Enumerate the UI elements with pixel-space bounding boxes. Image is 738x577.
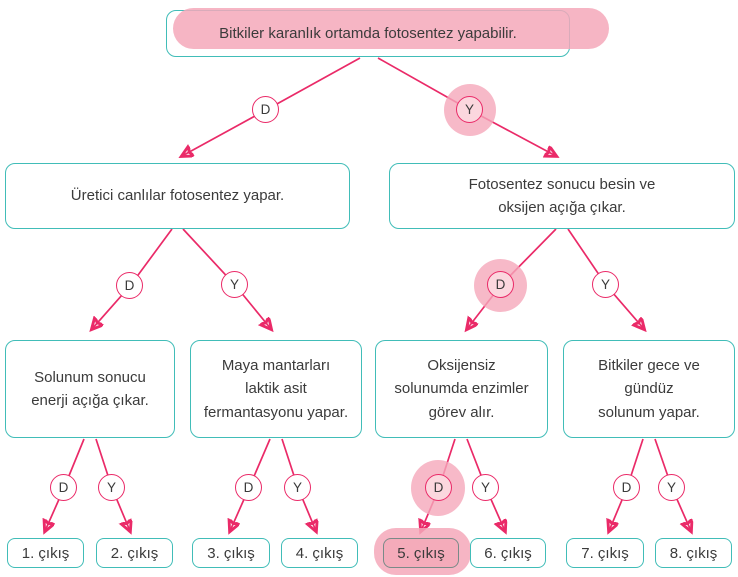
decision-circle-d-1: D (252, 96, 279, 123)
statement-text: oksijen açığa çıkar. (498, 199, 626, 216)
output-box-1: 1. çıkış (7, 538, 84, 568)
decision-circle-y-3c: Y (472, 474, 499, 501)
statement-text: Oksijensiz (427, 357, 496, 375)
decision-circle-y-3a: Y (98, 474, 125, 501)
decision-circle-d-3b: D (235, 474, 262, 501)
output-box-2: 2. çıkış (96, 538, 173, 568)
statement-text: solunum yapar. (598, 403, 700, 421)
decision-circle-y-2a: Y (221, 271, 248, 298)
statement-text: fermantasyonu yapar. (203, 403, 349, 421)
decision-circle-d-3c: D (425, 474, 452, 501)
decision-circle-d-2b: D (487, 271, 514, 298)
output-box-4: 4. çıkış (281, 538, 358, 568)
statement-box-yeast-fermentation (190, 340, 362, 438)
statement-text: solunumda enzimler (394, 380, 529, 398)
root-statement-text: Bitkiler karanlık ortamda fotosentez yapabilir. (219, 24, 517, 42)
decision-circle-y-3b: Y (284, 474, 311, 501)
statement-text: gündüz (624, 380, 674, 398)
output-box-8: 8. çıkış (655, 538, 732, 568)
decision-circle-d-3d: D (613, 474, 640, 501)
decision-circle-y-3d: Y (658, 474, 685, 501)
statement-box-anaerobic-enzymes (375, 340, 548, 438)
decision-circle-y-2b: Y (592, 271, 619, 298)
decision-circle-d-2a: D (116, 272, 143, 299)
output-box-5-highlighted: 5. çıkış (383, 538, 459, 568)
statement-text: Fotosentez sonucu besin ve (468, 175, 656, 193)
statement-text: görev alır. (428, 403, 495, 421)
root-statement-box (166, 10, 570, 57)
statement-box-respiration-energy (5, 340, 175, 438)
statement-box-photosynthesis-products (389, 163, 735, 229)
statement-box-producers (5, 163, 350, 229)
output-box-3: 3. çıkış (192, 538, 270, 568)
statement-text: Bitkiler gece ve (598, 357, 700, 375)
statement-box-plant-respiration (563, 340, 735, 438)
decision-circle-y-1: Y (456, 96, 483, 123)
statement-text: enerji açığa çıkar. (31, 392, 149, 409)
statement-text: Maya mantarları (221, 357, 331, 375)
output-box-7: 7. çıkış (566, 538, 644, 568)
statement-text: Solunum sonucu (34, 368, 146, 386)
decision-circle-d-3a: D (50, 474, 77, 501)
statement-text: Üretici canlılar fotosentez yapar. (70, 187, 285, 205)
statement-text: laktik asit (245, 380, 307, 398)
output-box-6: 6. çıkış (470, 538, 546, 568)
